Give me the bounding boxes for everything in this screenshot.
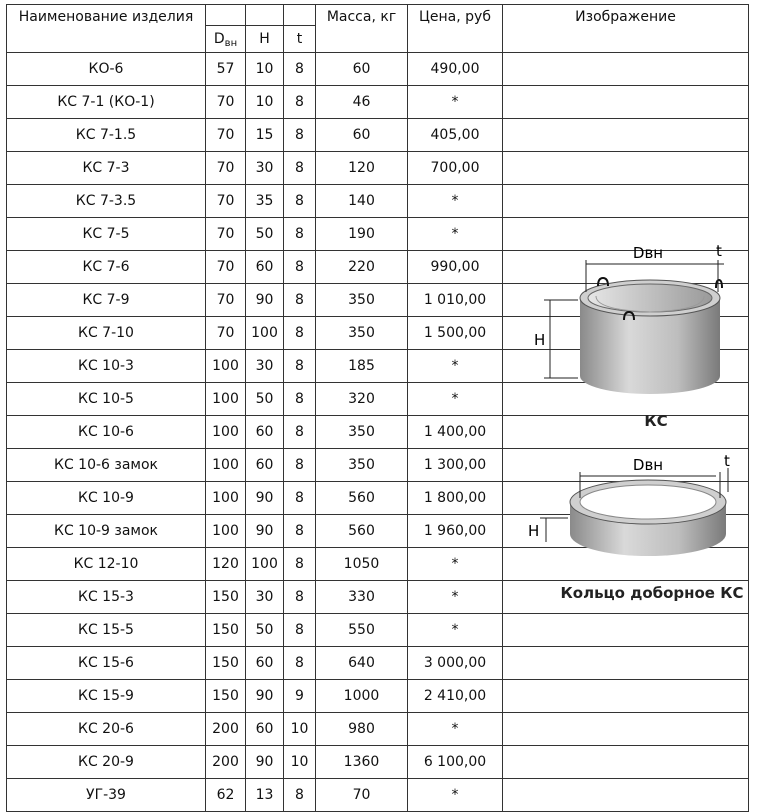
cell-name: КС 10-6 замок xyxy=(7,449,206,482)
cell-d: 100 xyxy=(206,416,246,449)
cell-price: * xyxy=(408,185,503,218)
table-row xyxy=(7,779,749,812)
cell-h: 60 xyxy=(246,647,284,680)
cell-mass: 560 xyxy=(316,515,408,548)
cell-price: * xyxy=(408,548,503,581)
cell-name: КС 7-1 (КО-1) xyxy=(7,86,206,119)
cell-name: КС 20-9 xyxy=(7,746,206,779)
cell-t: 8 xyxy=(284,185,316,218)
cell-price: 990,00 xyxy=(408,251,503,284)
cell-mass: 185 xyxy=(316,350,408,383)
cell-mass: 60 xyxy=(316,53,408,86)
ks-caption: КС xyxy=(644,412,668,430)
cell-name: УГ-39 xyxy=(7,779,206,812)
cell-h: 50 xyxy=(246,218,284,251)
cell-d: 100 xyxy=(206,515,246,548)
cell-name: КС 10-9 замок xyxy=(7,515,206,548)
cell-image xyxy=(503,680,749,713)
cell-name: КС 7-6 xyxy=(7,251,206,284)
cell-d: 57 xyxy=(206,53,246,86)
cell-d: 70 xyxy=(206,119,246,152)
cell-price: 1 400,00 xyxy=(408,416,503,449)
cell-t: 9 xyxy=(284,680,316,713)
cell-name: КС 10-6 xyxy=(7,416,206,449)
cell-t: 8 xyxy=(284,119,316,152)
cell-mass: 1360 xyxy=(316,746,408,779)
header-name: Наименование изделия xyxy=(7,5,206,53)
cell-h: 30 xyxy=(246,350,284,383)
cell-image xyxy=(503,185,749,218)
cell-t: 8 xyxy=(284,383,316,416)
cell-name: КС 10-3 xyxy=(7,350,206,383)
cell-t: 8 xyxy=(284,152,316,185)
cell-name: КС 7-3.5 xyxy=(7,185,206,218)
cell-mass: 1050 xyxy=(316,548,408,581)
header-mass: Масса, кг xyxy=(316,5,408,53)
cell-name: КС 10-9 xyxy=(7,482,206,515)
cell-t: 8 xyxy=(284,86,316,119)
cell-h: 30 xyxy=(246,152,284,185)
ring-caption: Кольцо доборное КС xyxy=(560,584,744,602)
cell-d: 70 xyxy=(206,152,246,185)
cell-mass: 550 xyxy=(316,614,408,647)
cell-mass: 120 xyxy=(316,152,408,185)
cell-t: 8 xyxy=(284,581,316,614)
cell-h: 60 xyxy=(246,713,284,746)
cell-t: 8 xyxy=(284,416,316,449)
cell-price: * xyxy=(408,383,503,416)
cell-mass: 560 xyxy=(316,482,408,515)
cell-mass: 220 xyxy=(316,251,408,284)
cell-mass: 46 xyxy=(316,86,408,119)
cell-d: 200 xyxy=(206,746,246,779)
cell-image xyxy=(503,779,749,812)
cell-name: КС 15-9 xyxy=(7,680,206,713)
ring-dim-d-label: Dвн xyxy=(632,456,664,474)
cell-price: 1 500,00 xyxy=(408,317,503,350)
cell-d: 150 xyxy=(206,581,246,614)
cell-mass: 980 xyxy=(316,713,408,746)
cell-mass: 140 xyxy=(316,185,408,218)
cell-image xyxy=(503,119,749,152)
cell-d: 100 xyxy=(206,482,246,515)
table-row xyxy=(7,614,749,647)
header-height: H xyxy=(246,26,284,53)
cell-mass: 350 xyxy=(316,416,408,449)
ks-ring-figure xyxy=(520,236,766,436)
cell-price: 1 010,00 xyxy=(408,284,503,317)
cell-name: КО-6 xyxy=(7,53,206,86)
cell-h: 10 xyxy=(246,53,284,86)
cell-price: 2 410,00 xyxy=(408,680,503,713)
cell-d: 70 xyxy=(206,317,246,350)
cell-h: 90 xyxy=(246,482,284,515)
cell-image xyxy=(503,647,749,680)
cell-h: 100 xyxy=(246,548,284,581)
ks-dim-t-label: t xyxy=(716,242,722,260)
table-row xyxy=(7,746,749,779)
table-row xyxy=(7,53,749,86)
cell-h: 15 xyxy=(246,119,284,152)
cell-t: 8 xyxy=(284,449,316,482)
cell-name: КС 10-5 xyxy=(7,383,206,416)
ks-dim-h-label: H xyxy=(534,331,546,349)
cell-price: 1 960,00 xyxy=(408,515,503,548)
cell-price: * xyxy=(408,779,503,812)
header-inner-diameter: $D_{вн}$ xyxy=(206,26,246,53)
cell-d: 150 xyxy=(206,614,246,647)
cell-t: 8 xyxy=(284,779,316,812)
table-row xyxy=(7,680,749,713)
table-row xyxy=(7,86,749,119)
cell-t: 8 xyxy=(284,548,316,581)
cell-price: 700,00 xyxy=(408,152,503,185)
cell-d: 100 xyxy=(206,383,246,416)
cell-mass: 350 xyxy=(316,449,408,482)
cell-d: 100 xyxy=(206,350,246,383)
additional-ring-shape xyxy=(570,480,726,556)
cell-h: 60 xyxy=(246,416,284,449)
cell-h: 90 xyxy=(246,680,284,713)
cell-mass: 320 xyxy=(316,383,408,416)
cell-h: 35 xyxy=(246,185,284,218)
cell-price: * xyxy=(408,713,503,746)
cell-h: 60 xyxy=(246,449,284,482)
additional-ring-figure xyxy=(520,452,766,612)
cell-t: 8 xyxy=(284,53,316,86)
cell-name: КС 15-6 xyxy=(7,647,206,680)
cell-h: 10 xyxy=(246,86,284,119)
header-price: Цена, руб xyxy=(408,5,503,53)
cell-t: 8 xyxy=(284,614,316,647)
cell-price: * xyxy=(408,86,503,119)
cell-h: 30 xyxy=(246,581,284,614)
cell-d: 200 xyxy=(206,713,246,746)
cell-t: 8 xyxy=(284,284,316,317)
ring-dim-h-label: H xyxy=(528,522,540,540)
cell-mass: 70 xyxy=(316,779,408,812)
cell-image xyxy=(503,713,749,746)
cell-price: 6 100,00 xyxy=(408,746,503,779)
header-thickness: t xyxy=(284,26,316,53)
cell-price: * xyxy=(408,218,503,251)
cell-t: 8 xyxy=(284,317,316,350)
cell-image xyxy=(503,614,749,647)
cell-h: 50 xyxy=(246,614,284,647)
table-row xyxy=(7,119,749,152)
header-image: Изображение xyxy=(503,5,749,53)
cell-h: 100 xyxy=(246,317,284,350)
table-row xyxy=(7,647,749,680)
cell-d: 100 xyxy=(206,449,246,482)
cell-t: 8 xyxy=(284,251,316,284)
cell-name: КС 7-9 xyxy=(7,284,206,317)
cell-h: 90 xyxy=(246,515,284,548)
cell-name: КС 7-3 xyxy=(7,152,206,185)
ks-dim-d-label: Dвн xyxy=(632,244,664,262)
cell-t: 8 xyxy=(284,515,316,548)
cell-mass: 1000 xyxy=(316,680,408,713)
cell-h: 90 xyxy=(246,284,284,317)
cell-h: 60 xyxy=(246,251,284,284)
cell-name: КС 7-1.5 xyxy=(7,119,206,152)
cell-t: 8 xyxy=(284,350,316,383)
cell-price: 3 000,00 xyxy=(408,647,503,680)
cell-d: 70 xyxy=(206,86,246,119)
cell-mass: 190 xyxy=(316,218,408,251)
cell-image xyxy=(503,746,749,779)
table-row xyxy=(7,713,749,746)
cell-name: КС 7-5 xyxy=(7,218,206,251)
cell-image xyxy=(503,152,749,185)
cell-t: 8 xyxy=(284,482,316,515)
ks-ring-shape xyxy=(580,278,722,394)
cell-t: 8 xyxy=(284,647,316,680)
ring-dim-t-label: t xyxy=(724,452,730,470)
cell-mass: 330 xyxy=(316,581,408,614)
cell-d: 70 xyxy=(206,185,246,218)
cell-price: 1 800,00 xyxy=(408,482,503,515)
cell-name: КС 15-3 xyxy=(7,581,206,614)
cell-d: 70 xyxy=(206,218,246,251)
table-row xyxy=(7,185,749,218)
cell-price: * xyxy=(408,614,503,647)
cell-image xyxy=(503,86,749,119)
cell-mass: 60 xyxy=(316,119,408,152)
cell-t: 10 xyxy=(284,713,316,746)
table-row xyxy=(7,152,749,185)
cell-price: * xyxy=(408,350,503,383)
cell-h: 50 xyxy=(246,383,284,416)
cell-d: 70 xyxy=(206,284,246,317)
cell-t: 8 xyxy=(284,218,316,251)
cell-mass: 350 xyxy=(316,317,408,350)
cell-d: 150 xyxy=(206,647,246,680)
cell-name: КС 20-6 xyxy=(7,713,206,746)
cell-price: * xyxy=(408,581,503,614)
cell-mass: 640 xyxy=(316,647,408,680)
cell-price: 1 300,00 xyxy=(408,449,503,482)
cell-name: КС 7-10 xyxy=(7,317,206,350)
cell-d: 70 xyxy=(206,251,246,284)
cell-mass: 350 xyxy=(316,284,408,317)
cell-d: 62 xyxy=(206,779,246,812)
cell-d: 120 xyxy=(206,548,246,581)
cell-name: КС 12-10 xyxy=(7,548,206,581)
cell-h: 90 xyxy=(246,746,284,779)
cell-name: КС 15-5 xyxy=(7,614,206,647)
cell-price: 490,00 xyxy=(408,53,503,86)
cell-d: 150 xyxy=(206,680,246,713)
cell-t: 10 xyxy=(284,746,316,779)
cell-h: 13 xyxy=(246,779,284,812)
cell-price: 405,00 xyxy=(408,119,503,152)
cell-image xyxy=(503,53,749,86)
